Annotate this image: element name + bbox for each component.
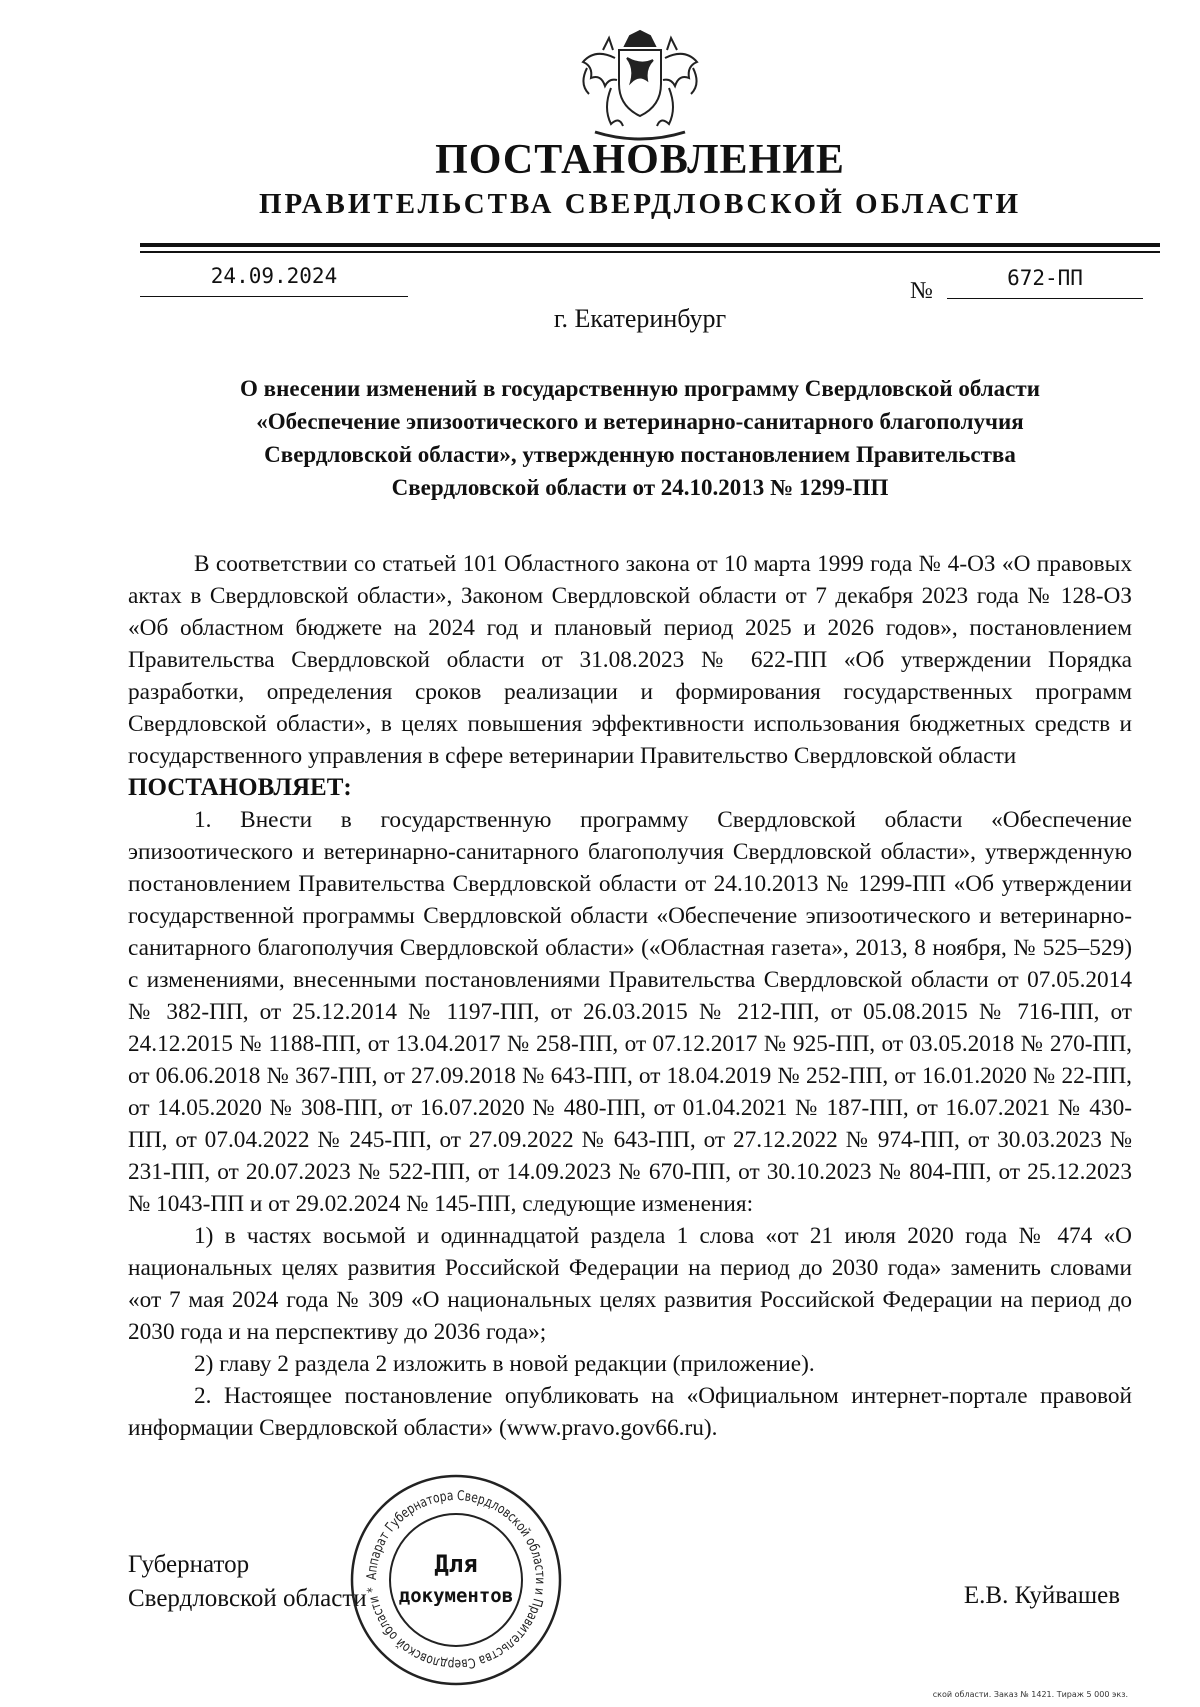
- subitem-1-paragraph: 1) в частях восьмой и одиннадцатой раздела 1 слова «от 21 июля 2020 года № 474 «О национальных целях развития Российской Федерации на период до 2030 года» заменить словами «от 7 мая 2024 года № 309 «О национальных целях развития Российской Федерации на период до 2030 года и на перспективу до 2036 года»;: [128, 1223, 1132, 1345]
- title-line: «Обеспечение эпизоотического и ветеринарно-санитарного благополучия: [256, 409, 1024, 434]
- header-rule-thick: [140, 243, 1160, 247]
- preamble-paragraph: В соответствии со статьей 101 Областного закона от 10 марта 1999 года № 4-ОЗ «О правовых актах в Свердловской области», Законом Свердловской области от 7 декабря 2023 года № 128-ОЗ «Об областном бюджете на 2024 год и плановый период 2025 и 2026 годов», постановлением Правительства Свердловской области от 31.08.2023 № 622-ПП «Об утверждении Порядка разработки, определения сроков реализации и формирования государственных программ Свердловской области», в целях повышения эффективности использования бюджетных средств и государственного управления в сфере ветеринарии Правительство Свердловской области: [128, 551, 1132, 769]
- document-date: 24.09.2024: [140, 260, 408, 297]
- signer-position: [128, 1548, 367, 1616]
- stamp-ring-text: Аппарат Губернатора Свердловской области и Правительства Свердловской области *: [363, 1487, 549, 1673]
- item-2-paragraph: 2. Настоящее постановление опубликовать на «Официальном интернет-портале правовой информации Свердловской области» (www.pravo.gov66.ru).: [128, 1383, 1132, 1441]
- document-title: [130, 372, 1150, 504]
- coat-of-arms-icon: [575, 28, 705, 144]
- stamp-seal-icon: [348, 1472, 564, 1688]
- document-body: [128, 548, 1132, 1444]
- item-1-paragraph: 1. Внести в государственную программу Свердловской области «Обеспечение эпизоотического и ветеринарно-санитарного благополучия Свердловской области», утвержденную постановлением Правительства Свердловской области от 24.10.2013 № 1299-ПП «Об утверждении государственной программы Свердловской области «Обеспечение эпизоотического и ветеринарно-санитарного благополучия Свердловской области» («Областная газета», 2013, 8 ноября, № 525–529) с изменениями, внесенными постановлениями Правительства Свердловской области от 07.05.2014 № 382-ПП, от 25.12.2014 № 1197-ПП, от 26.03.2015 № 212-ПП, от 05.08.2015 № 716-ПП, от 24.12.2015 № 1188-ПП, от 13.04.2017 № 258-ПП, от 07.12.2017 № 925-ПП, от 03.05.2018 № 270-ПП, от 06.06.2018 № 367-ПП, от 27.09.2018 № 643-ПП, от 18.04.2019 № 252-ПП, от 16.01.2020 № 22-ПП, от 14.05.2020 № 308-ПП, от 16.07.2020 № 480-ПП, от 01.04.2021 № 187-ПП, от 16.07.2021 № 430-ПП, от 07.04.2022 № 245-ПП, от 27.09.2022 № 643-ПП, от 27.12.2022 № 974-ПП, от 30.03.2023 № 231-ПП, от 20.07.2023 № 522-ПП, от 14.09.2023 № 670-ПП, от 30.10.2023 № 804-ПП, от 25.12.2023 № 1043-ПП и от 29.02.2024 № 145-ПП, следующие изменения:: [128, 807, 1132, 1217]
- stamp-center-line: Для: [434, 1550, 478, 1578]
- document-number: 672-ПП: [947, 262, 1143, 299]
- issuer-heading: ПРАВИТЕЛЬСТВА СВЕРДЛОВСКОЙ ОБЛАСТИ: [258, 188, 1022, 220]
- print-footer-note: ской области. Заказ № 1421. Тираж 5 000 экз.: [932, 1690, 1128, 1699]
- city-line: г. Екатеринбург: [553, 304, 727, 333]
- coat-of-arms-emblem: [575, 28, 705, 144]
- title-line: О внесении изменений в государственную программу Свердловской области: [240, 376, 1040, 401]
- signer-position-line: Свердловской области: [128, 1585, 367, 1612]
- signer-position-line: Губернатор: [128, 1551, 250, 1578]
- header-rule-thin: [140, 251, 1160, 253]
- svg-text:Аппарат Губернатора Свердловск: [364, 1488, 548, 1672]
- decree-word: ПОСТАНОВЛЯЕТ:: [128, 774, 352, 801]
- subitem-2-paragraph: 2) главу 2 раздела 2 изложить в новой редакции (приложение).: [194, 1351, 815, 1377]
- stamp-center-line: документов: [398, 1585, 514, 1607]
- signer-name: Е.В. Куйвашев: [963, 1582, 1120, 1609]
- official-stamp: [348, 1472, 564, 1688]
- title-line: Свердловской области от 24.10.2013 № 1299-ПП: [391, 475, 889, 500]
- title-line: Свердловской области», утвержденную постановлением Правительства: [264, 442, 1016, 467]
- number-sign: №: [910, 278, 933, 304]
- document-type-heading: ПОСТАНОВЛЕНИЕ: [435, 137, 845, 183]
